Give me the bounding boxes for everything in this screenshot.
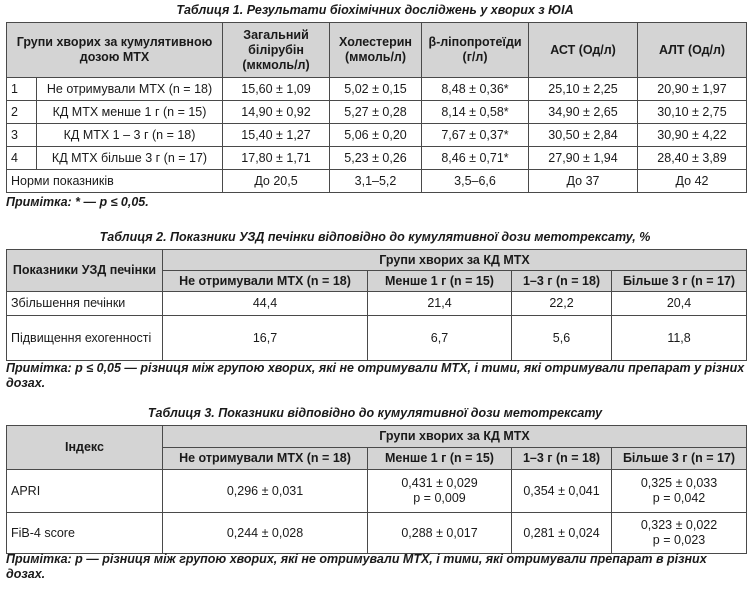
t1-header-cholesterol: Холестерин (ммоль/л): [330, 23, 422, 78]
beta-cell: 8,46 ± 0,71*: [422, 147, 529, 170]
value: 0,281 ± 0,024: [523, 525, 600, 540]
norm-alt: До 42: [638, 170, 747, 193]
table-row: [7, 124, 747, 147]
t3-header-index: Індекс: [7, 426, 163, 470]
ast-cell: 25,10 ± 2,25: [529, 78, 638, 101]
value-cell: [368, 470, 512, 513]
cholesterol-cell: 5,23 ± 0,26: [330, 147, 422, 170]
beta-cell: 7,67 ± 0,37*: [422, 124, 529, 147]
table-row: [7, 101, 747, 124]
t2-header-index: Показники УЗД печінки: [7, 250, 163, 292]
table2: [6, 249, 747, 361]
alt-cell: 20,90 ± 1,97: [638, 78, 747, 101]
bilirubin-cell: 15,60 ± 1,09: [223, 78, 330, 101]
value: 0,288 ± 0,017: [401, 525, 478, 540]
alt-cell: 30,90 ± 4,22: [638, 124, 747, 147]
row-label: APRI: [7, 470, 163, 513]
cholesterol-cell: 5,27 ± 0,28: [330, 101, 422, 124]
norm-ast: До 37: [529, 170, 638, 193]
t1-header-alt: АЛТ (Од/л): [638, 23, 747, 78]
norm-bilirubin: До 20,5: [223, 170, 330, 193]
value: 0,296 ± 0,031: [226, 483, 304, 498]
group-cell: КД МТХ більше 3 г (n = 17): [37, 147, 223, 170]
table1-note: Примітка: * — p ≤ 0,05.: [6, 195, 149, 209]
table-row: [7, 513, 747, 554]
beta-cell: 8,14 ± 0,58*: [422, 101, 529, 124]
t3-col-header: Не отримували МТХ (n = 18): [163, 448, 368, 470]
bilirubin-cell: 15,40 ± 1,27: [223, 124, 330, 147]
bilirubin-cell: 14,90 ± 0,92: [223, 101, 330, 124]
t1-header-group: Групи хворих за кумулятивною дозою МТХ: [7, 23, 223, 78]
table-row: [7, 292, 747, 316]
t3-col-header: Більше 3 г (n = 17): [612, 448, 747, 470]
value: 0,354 ± 0,041: [523, 483, 600, 498]
t2-col-header: 1–3 г (n = 18): [512, 271, 612, 292]
norm-beta: 3,5–6,6: [422, 170, 529, 193]
value-cell: 22,2: [512, 292, 612, 316]
row-label: FiB-4 score: [7, 513, 163, 554]
t1-header-beta: β-ліпопротеїди (г/л): [422, 23, 529, 78]
norm-cholesterol: 3,1–5,2: [330, 170, 422, 193]
value-cell: [163, 470, 368, 513]
group-cell: КД МТХ 1 – 3 г (n = 18): [37, 124, 223, 147]
group-cell: КД МТХ менше 1 г (n = 15): [37, 101, 223, 124]
table3-note: Примітка: p — різниця між групою хворих, які не отримували МТХ, і тими, які отримували препарат в різних дозах.: [6, 552, 707, 581]
norms-row: [7, 170, 747, 193]
p-value: p = 0,023: [652, 533, 706, 547]
ast-cell: 27,90 ± 1,94: [529, 147, 638, 170]
t1-header-ast: АСТ (Од/л): [529, 23, 638, 78]
value-cell: [612, 513, 747, 554]
group-cell: Не отримували МТХ (n = 18): [37, 78, 223, 101]
value-cell: [512, 513, 612, 554]
ast-cell: 30,50 ± 2,84: [529, 124, 638, 147]
row-number: 2: [7, 101, 37, 124]
value-cell: 44,4: [163, 292, 368, 316]
table-row: [7, 78, 747, 101]
value-cell: [512, 470, 612, 513]
t2-col-header: Не отримували МТХ (n = 18): [163, 271, 368, 292]
table-row: [7, 147, 747, 170]
value-cell: 21,4: [368, 292, 512, 316]
table2-caption: Таблиця 2. Показники УЗД печінки відповідно до кумулятивної дози метотрексату, %: [99, 230, 651, 244]
value: 0,244 ± 0,028: [226, 525, 304, 540]
table-row: [7, 316, 747, 361]
table1-caption: Таблиця 1. Результати біохімічних досліджень у хворих з ЮІА: [176, 3, 574, 17]
alt-cell: 30,10 ± 2,75: [638, 101, 747, 124]
p-value: p = 0,009: [413, 491, 466, 505]
value-cell: [612, 470, 747, 513]
table1: [6, 22, 747, 193]
cholesterol-cell: 5,02 ± 0,15: [330, 78, 422, 101]
t1-header-bilirubin: Загальний білірубін (мкмоль/л): [223, 23, 330, 78]
t2-col-header: Менше 1 г (n = 15): [368, 271, 512, 292]
t2-col-header: Більше 3 г (n = 17): [612, 271, 747, 292]
t3-col-header: 1–3 г (n = 18): [512, 448, 612, 470]
table-row: [7, 470, 747, 513]
table2-note: Примітка: p ≤ 0,05 — різниця між групою хворих, які не отримували МТХ, і тими, які отримували препарат у різних дозах.: [6, 361, 745, 390]
row-number: 4: [7, 147, 37, 170]
ast-cell: 34,90 ± 2,65: [529, 101, 638, 124]
row-label: Підвищення ехогенності: [7, 316, 163, 361]
value: 0,431 ± 0,029: [401, 476, 478, 490]
value-cell: 11,8: [612, 316, 747, 361]
value: 0,325 ± 0,033: [640, 476, 718, 490]
value-cell: 5,6: [512, 316, 612, 361]
value-cell: 20,4: [612, 292, 747, 316]
value-cell: [368, 513, 512, 554]
value-cell: 6,7: [368, 316, 512, 361]
t3-col-header: Менше 1 г (n = 15): [368, 448, 512, 470]
table3-caption: Таблиця 3. Показники відповідно до кумулятивної дози метотрексату: [147, 406, 603, 420]
bilirubin-cell: 17,80 ± 1,71: [223, 147, 330, 170]
value-cell: [163, 513, 368, 554]
row-number: 3: [7, 124, 37, 147]
value-cell: 16,7: [163, 316, 368, 361]
t2-header-groups: Групи хворих за КД МТХ: [163, 250, 747, 271]
beta-cell: 8,48 ± 0,36*: [422, 78, 529, 101]
table3: [6, 425, 747, 554]
p-value: p = 0,042: [652, 491, 706, 505]
value: 0,323 ± 0,022: [640, 518, 718, 532]
t3-header-groups: Групи хворих за КД МТХ: [163, 426, 747, 448]
row-number: 1: [7, 78, 37, 101]
row-label: Збільшення печінки: [7, 292, 163, 316]
norms-label: Норми показників: [7, 170, 223, 193]
cholesterol-cell: 5,06 ± 0,20: [330, 124, 422, 147]
alt-cell: 28,40 ± 3,89: [638, 147, 747, 170]
